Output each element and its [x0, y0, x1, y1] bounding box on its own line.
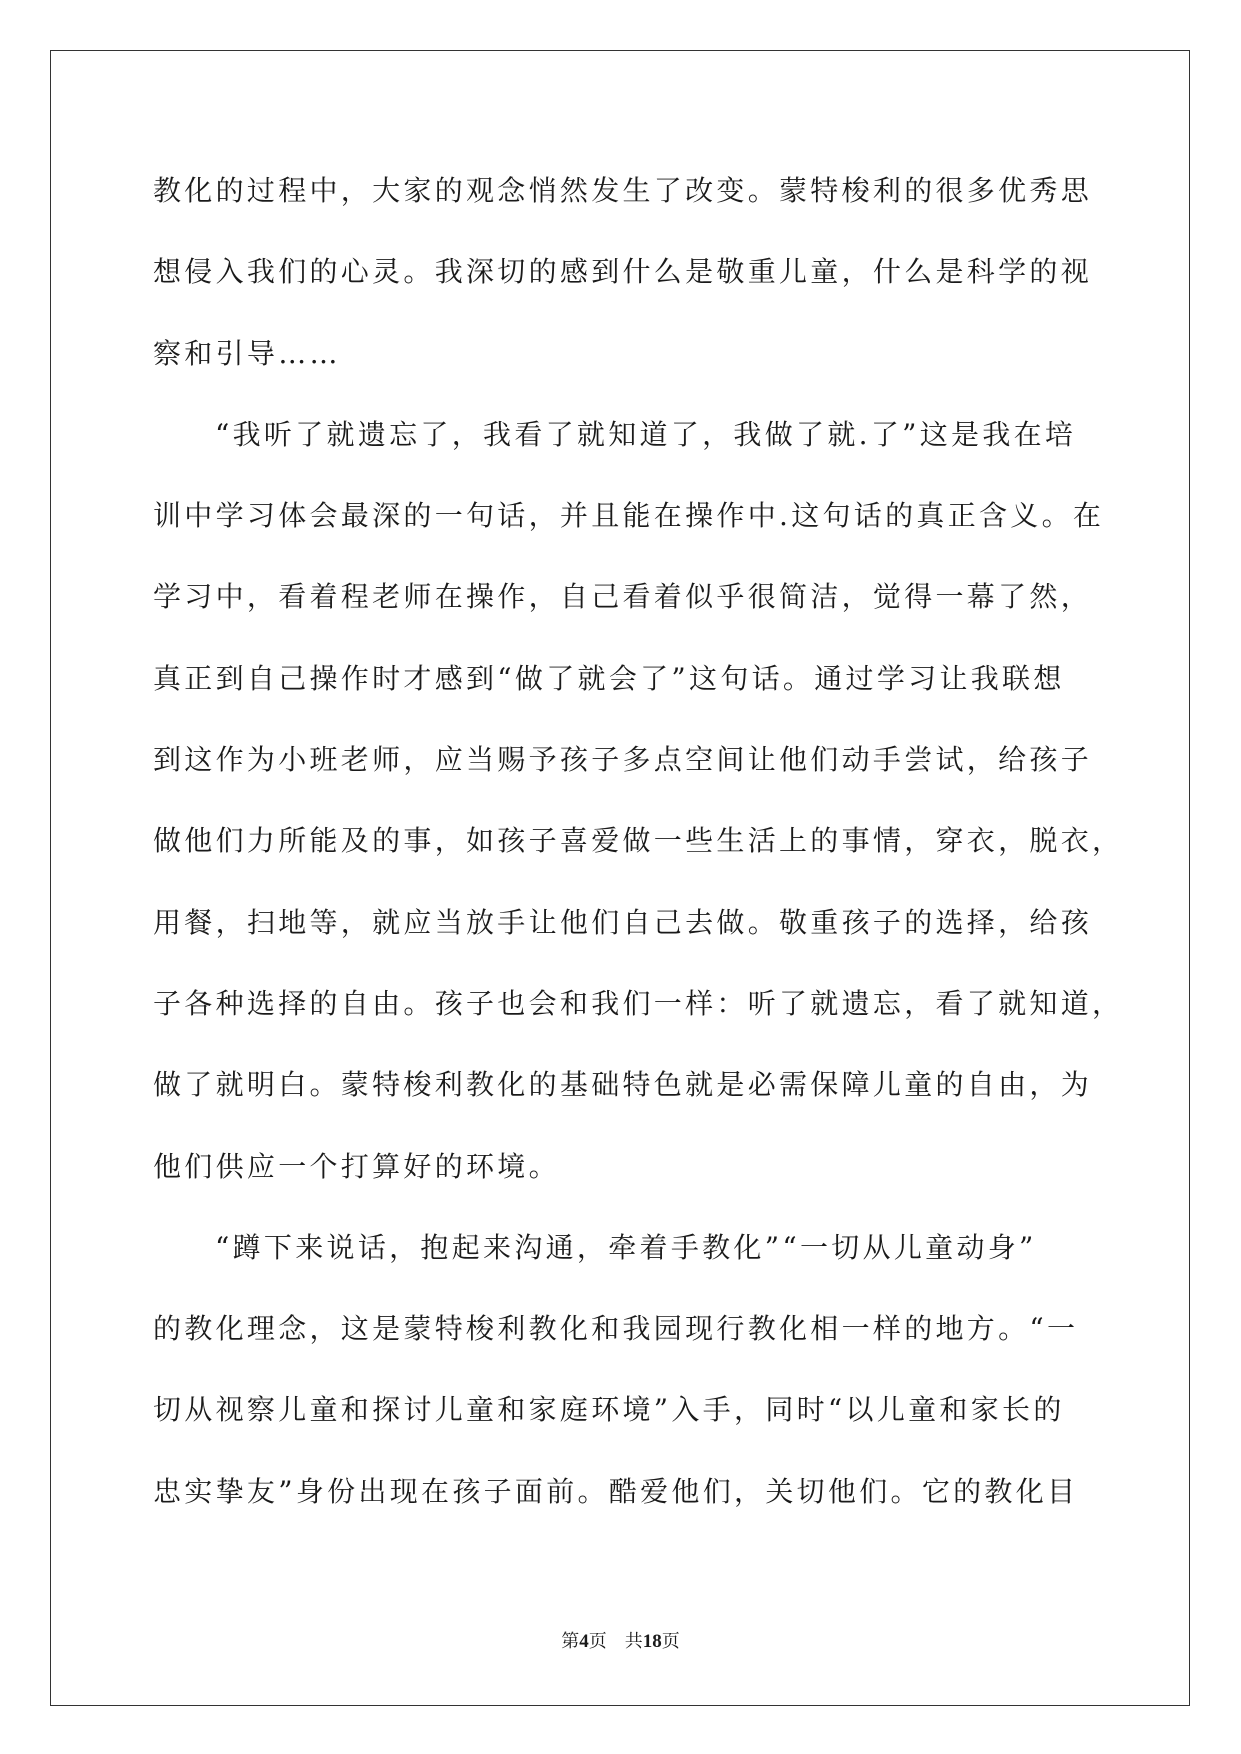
text-line: 用餐，扫地等，就应当放手让他们自己去做。敬重孩子的选择，给孩 — [153, 905, 1093, 939]
page-suffix: 页 — [588, 1631, 607, 1652]
text-line: 训中学习体会最深的一句话，并且能在操作中.这句话的真正含义。在 — [153, 499, 1105, 533]
text-line: 忠实挚友”身份出现在孩子面前。酷爱他们，关切他们。它的教化目 — [153, 1474, 1079, 1508]
text-line: 到这作为小班老师，应当赐予孩子多点空间让他们动手尝试，给孩子 — [153, 743, 1093, 777]
total-pages: 18 — [642, 1631, 662, 1652]
text-line: 学习中，看着程老师在操作，自己看着似乎很简洁，觉得一幕了然， — [153, 580, 1093, 614]
text-line: 察和引导…… — [153, 336, 341, 370]
text-line: 做他们力所能及的事，如孩子喜爱做一些生活上的事情，穿衣，脱衣， — [153, 824, 1124, 858]
page-footer — [0, 1630, 1241, 1654]
text-line: 他们供应一个打算好的环境。 — [153, 1149, 560, 1183]
text-line: “蹲下来说话，抱起来沟通，牵着手教化”“一切从儿童动身” — [215, 1230, 1037, 1264]
body-text — [153, 150, 1124, 1532]
total-prefix: 共 — [624, 1631, 643, 1652]
text-line: 的教化理念，这是蒙特梭利教化和我园现行教化相一样的地方。“一 — [153, 1312, 1079, 1346]
text-line: 教化的过程中，大家的观念悄然发生了改变。蒙特梭利的很多优秀思 — [153, 174, 1093, 207]
text-line: 想侵入我们的心灵。我深切的感到什么是敬重儿童，什么是科学的视 — [153, 255, 1093, 289]
text-line: 真正到自己操作时才感到“做了就会了”这句话。通过学习让我联想 — [153, 661, 1065, 695]
text-line: 做了就明白。蒙特梭利教化的基础特色就是必需保障儿童的自由，为 — [153, 1068, 1093, 1102]
text-line: 子各种选择的自由。孩子也会和我们一样：听了就遗忘，看了就知道， — [153, 986, 1124, 1020]
total-suffix: 页 — [661, 1631, 680, 1652]
text-line: “我听了就遗忘了，我看了就知道了，我做了就.了”这是我在培 — [215, 417, 1077, 451]
text-line: 切从视察儿童和探讨儿童和家庭环境”入手，同时“以儿童和家长的 — [153, 1393, 1065, 1427]
page-number: 4 — [579, 1631, 589, 1652]
page-prefix: 第 — [561, 1631, 580, 1652]
